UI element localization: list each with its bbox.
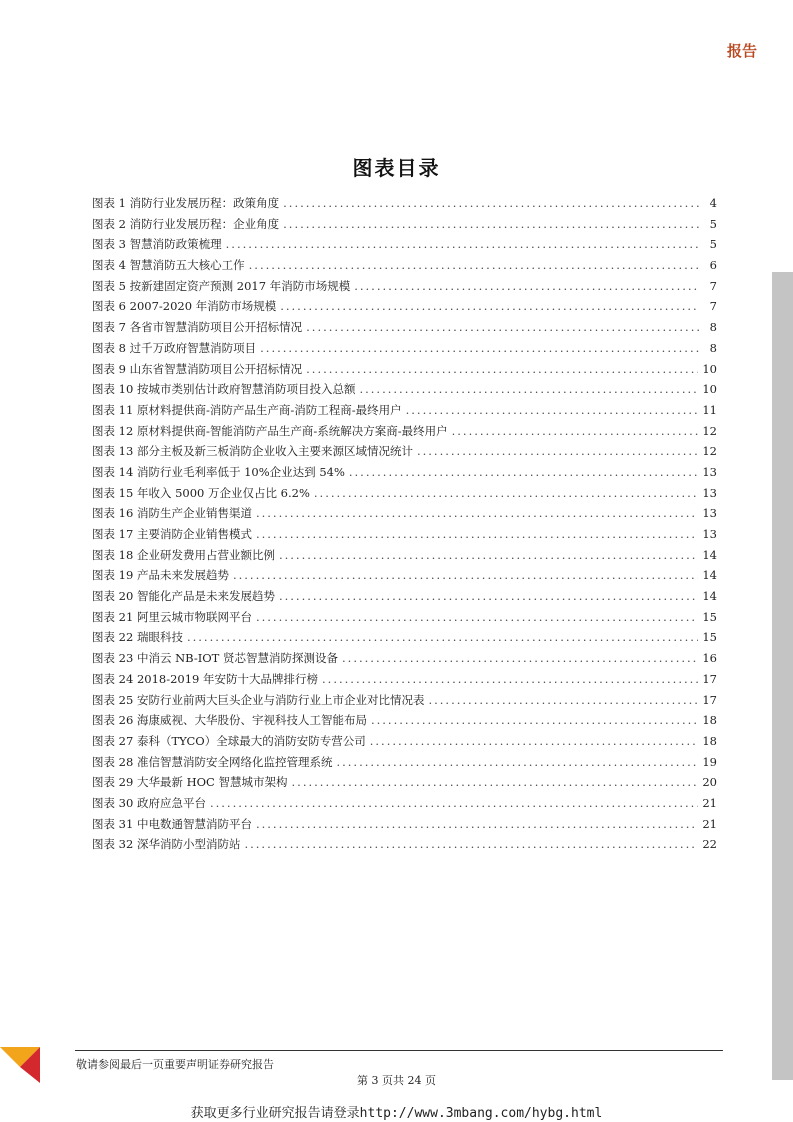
toc-entry-label: 图表 8 过千万政府智慧消防项目 xyxy=(92,340,257,355)
toc-leader-dots xyxy=(306,359,698,380)
toc-entry-page: 12 xyxy=(702,423,717,438)
toc-entry-label: 图表 27 泰科（TYCO）全球最大的消防安防专营公司 xyxy=(92,733,366,748)
toc-entry-label: 图表 15 年收入 5000 万企业仅占比 6.2% xyxy=(92,485,310,500)
toc-leader-dots xyxy=(187,627,698,648)
toc-entry-page: 8 xyxy=(709,320,717,335)
toc-leader-dots xyxy=(452,421,699,442)
toc-leader-dots xyxy=(306,317,699,338)
toc-entry-page: 5 xyxy=(709,237,717,252)
toc-entry[interactable] xyxy=(92,503,717,524)
toc-leader-dots xyxy=(428,690,698,711)
toc-entry[interactable] xyxy=(92,296,717,317)
toc-entry[interactable] xyxy=(92,193,717,214)
toc-entry-page: 15 xyxy=(702,609,717,624)
toc-leader-dots xyxy=(292,772,699,793)
toc-entry-page: 22 xyxy=(702,837,717,852)
toc-entry[interactable] xyxy=(92,255,717,276)
toc-leader-dots xyxy=(371,710,698,731)
toc-entry-page: 17 xyxy=(702,671,717,686)
toc-entry-label: 图表 29 大华最新 HOC 智慧城市架构 xyxy=(92,775,288,790)
toc-entry-page: 13 xyxy=(702,485,717,500)
toc-entry[interactable] xyxy=(92,483,717,504)
toc-entry[interactable] xyxy=(92,710,717,731)
toc-entry-label: 图表 11 原材料提供商-消防产品生产商-消防工程商-最终用户 xyxy=(92,402,402,417)
toc-entry-page: 17 xyxy=(702,692,717,707)
toc-leader-dots xyxy=(349,462,698,483)
toc-entry[interactable] xyxy=(92,814,717,835)
toc-entry-page: 19 xyxy=(702,754,717,769)
toc-entry[interactable] xyxy=(92,545,717,566)
toc-entry-label: 图表 21 阿里云城市物联网平台 xyxy=(92,609,252,624)
toc-entry-page: 14 xyxy=(702,547,717,562)
report-tag: 报告 xyxy=(726,42,757,60)
toc-entry-label: 图表 20 智能化产品是未来发展趋势 xyxy=(92,589,275,604)
toc-entry-page: 16 xyxy=(702,651,717,666)
toc-entry-label: 图表 23 中消云 NB-IOT 贤芯智慧消防探测设备 xyxy=(92,651,339,666)
toc-entry[interactable] xyxy=(92,214,717,235)
toc-title: 图表目录 xyxy=(352,156,441,180)
toc-entry-label: 图表 30 政府应急平台 xyxy=(92,795,206,810)
toc-entry-label: 图表 12 原材料提供商-智能消防产品生产商-系统解决方案商-最终用户 xyxy=(92,423,448,438)
toc-leader-dots xyxy=(256,524,698,545)
toc-leader-dots xyxy=(359,379,698,400)
toc-entry[interactable] xyxy=(92,648,717,669)
toc-entry-label: 图表 28 准信智慧消防安全网络化监控管理系统 xyxy=(92,754,333,769)
toc-entry[interactable] xyxy=(92,793,717,814)
toc-entry[interactable] xyxy=(92,731,717,752)
toc-entry-label: 图表 14 消防行业毛利率低于 10%企业达到 54% xyxy=(92,464,345,479)
toc-leader-dots xyxy=(210,793,698,814)
toc-leader-dots xyxy=(260,338,699,359)
toc-leader-dots xyxy=(283,193,699,214)
page-number: 第 3 页共 24 页 xyxy=(357,1074,436,1087)
toc-entry[interactable] xyxy=(92,607,717,628)
toc-entry-label: 图表 25 安防行业前两大巨头企业与消防行业上市企业对比情况表 xyxy=(92,692,425,707)
toc-leader-dots xyxy=(279,545,698,566)
toc-entry[interactable] xyxy=(92,421,717,442)
side-decor-bar xyxy=(772,272,793,1080)
toc-entry-page: 10 xyxy=(702,361,717,376)
toc-entry-page: 5 xyxy=(709,216,717,231)
toc-leader-dots xyxy=(249,255,699,276)
toc-entry[interactable] xyxy=(92,276,717,297)
toc-entry-page: 15 xyxy=(702,630,717,645)
toc-entry-label: 图表 24 2018-2019 年安防十大品牌排行榜 xyxy=(92,671,319,686)
toc-entry-page: 12 xyxy=(702,444,717,459)
toc-entry-page: 14 xyxy=(702,589,717,604)
toc-entry-label: 图表 16 消防生产企业销售渠道 xyxy=(92,506,252,521)
toc-entry[interactable] xyxy=(92,441,717,462)
toc-entry-page: 21 xyxy=(702,795,717,810)
toc-entry-label: 图表 3 智慧消防政策梳理 xyxy=(92,237,222,252)
toc-leader-dots xyxy=(226,234,699,255)
toc-entry-page: 13 xyxy=(702,506,717,521)
toc-leader-dots xyxy=(233,565,698,586)
toc-entry-page: 21 xyxy=(702,816,717,831)
toc-entry-page: 6 xyxy=(709,258,717,273)
toc-entry[interactable] xyxy=(92,586,717,607)
toc-entry[interactable] xyxy=(92,317,717,338)
toc-leader-dots xyxy=(256,503,698,524)
toc-entry-label: 图表 7 各省市智慧消防项目公开招标情况 xyxy=(92,320,303,335)
toc-leader-dots xyxy=(354,276,699,297)
toc-entry-page: 7 xyxy=(709,299,717,314)
toc-entry-page: 20 xyxy=(702,775,717,790)
toc-entry-page: 4 xyxy=(709,196,717,210)
toc-leader-dots xyxy=(342,648,698,669)
toc-entry-page: 13 xyxy=(702,527,717,541)
toc-entry-label: 图表 13 部分主板及新三板消防企业收入主要来源区域情况统计 xyxy=(92,444,413,459)
toc-entry-label: 图表 9 山东省智慧消防项目公开招标情况 xyxy=(92,361,303,376)
toc-entry-page: 10 xyxy=(702,382,717,397)
toc-entry-page: 8 xyxy=(709,340,717,355)
download-link-text[interactable]: 获取更多行业研究报告请登录http://www.3mbang.com/hybg.html xyxy=(190,1106,603,1121)
toc-leader-dots xyxy=(417,441,698,462)
toc-leader-dots xyxy=(322,669,698,690)
toc-entry[interactable] xyxy=(92,669,717,690)
toc-entry-page: 14 xyxy=(702,568,717,583)
toc-entry[interactable] xyxy=(92,359,717,380)
toc-entry-label: 图表 4 智慧消防五大核心工作 xyxy=(92,258,245,273)
toc-entry[interactable] xyxy=(92,690,717,711)
toc-entry-label: 图表 1 消防行业发展历程：政策角度 xyxy=(92,196,280,210)
toc-entry[interactable] xyxy=(92,834,717,855)
footer-divider xyxy=(75,1050,723,1051)
toc-entry-page: 18 xyxy=(702,733,717,748)
toc-entry[interactable] xyxy=(92,524,717,545)
table-of-figures xyxy=(92,193,717,855)
toc-entry[interactable] xyxy=(92,752,717,773)
toc-entry[interactable] xyxy=(92,462,717,483)
toc-leader-dots xyxy=(256,814,698,835)
toc-entry-label: 图表 2 消防行业发展历程：企业角度 xyxy=(92,216,280,231)
toc-leader-dots xyxy=(256,607,698,628)
toc-entry[interactable] xyxy=(92,565,717,586)
toc-leader-dots xyxy=(336,752,698,773)
toc-entry-label: 图表 26 海康威视、大华股份、宇视科技人工智能布局 xyxy=(92,713,367,728)
toc-entry-page: 7 xyxy=(709,278,717,293)
footer-disclaimer: 敬请参阅最后一页重要声明证券研究报告 xyxy=(76,1058,274,1071)
toc-entry-label: 图表 31 中电数通智慧消防平台 xyxy=(92,816,252,831)
toc-entry[interactable] xyxy=(92,400,717,421)
toc-entry-label: 图表 5 按新建固定资产预测 2017 年消防市场规模 xyxy=(92,278,351,293)
toc-entry[interactable] xyxy=(92,234,717,255)
toc-entry-label: 图表 32 深华消防小型消防站 xyxy=(92,837,241,852)
toc-entry[interactable] xyxy=(92,338,717,359)
toc-leader-dots xyxy=(279,586,698,607)
toc-entry-label: 图表 22 瑞眼科技 xyxy=(92,630,183,645)
toc-entry[interactable] xyxy=(92,627,717,648)
toc-leader-dots xyxy=(406,400,699,421)
toc-entry-label: 图表 18 企业研发费用占营业额比例 xyxy=(92,547,275,562)
toc-entry-label: 图表 10 按城市类别估计政府智慧消防项目投入总额 xyxy=(92,382,356,397)
toc-entry[interactable] xyxy=(92,772,717,793)
toc-entry-label: 图表 6 2007-2020 年消防市场规模 xyxy=(92,299,277,314)
toc-entry-label: 图表 19 产品未来发展趋势 xyxy=(92,568,229,583)
toc-leader-dots xyxy=(283,214,699,235)
toc-entry[interactable] xyxy=(92,379,717,400)
toc-leader-dots xyxy=(314,483,698,504)
toc-entry-page: 11 xyxy=(702,402,717,417)
toc-entry-page: 18 xyxy=(702,713,717,728)
toc-leader-dots xyxy=(280,296,699,317)
toc-leader-dots xyxy=(370,731,699,752)
toc-leader-dots xyxy=(244,834,698,855)
toc-entry-label: 图表 17 主要消防企业销售模式 xyxy=(92,527,252,541)
toc-entry-page: 13 xyxy=(702,464,717,479)
